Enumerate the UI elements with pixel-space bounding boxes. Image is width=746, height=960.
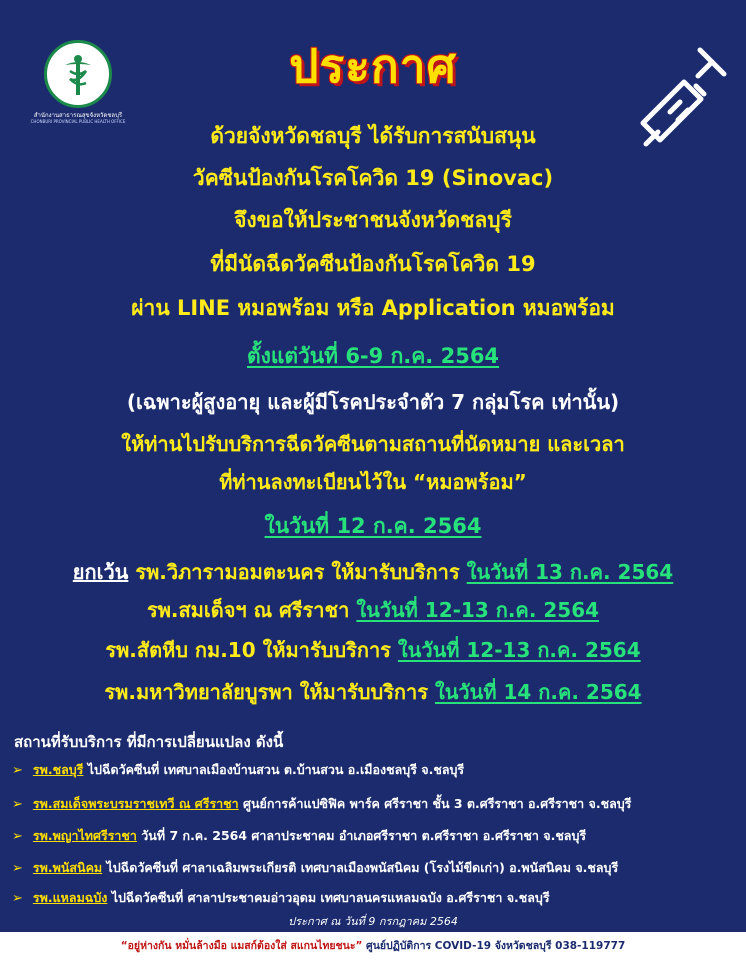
eligibility-line: (เฉพาะผู้สูงอายุ และผู้มีโรคประจำตัว 7 กลุ่มโรค เท่านั้น) [126, 390, 620, 414]
intro-line-3: จึงขอให้ประชาชนจังหวัดชลบุรี [234, 208, 512, 232]
exception-place-4: รพ.มหาวิทยาลัยบูรพา ให้มารับบริการ [104, 680, 429, 704]
location-place: รพ.พญาไทศรีราชา [32, 828, 137, 843]
list-item [12, 794, 738, 814]
location-place: รพ.สมเด็จพระบรมราชเทวี ณ ศรีราชา [32, 796, 239, 811]
footer-bar [0, 932, 746, 960]
intro-line-2: วัคซีนป้องกันโรคโควิด 19 (Sinovac) [192, 166, 554, 190]
arrow-icon: ➢ [12, 829, 23, 844]
footer-center: ศูนย์ปฏิบัติการ COVID-19 จังหวัดชลบุรี 038-119777 [362, 940, 626, 952]
location-detail: ไปฉีดวัคซีนที่ ศาลาเฉลิมพระเกียรติ เทศบาลเมืองพนัสนิคม (โรงไม้ขีดเก่า) อ.พนัสนิคม จ.ชลบุรี [102, 860, 619, 875]
exception-label: ยกเว้น [72, 560, 129, 584]
location-place: รพ.พนัสนิคม [32, 860, 103, 875]
location-place: รพ.แหลมฉบัง [32, 890, 108, 905]
service-date-line: ในวันที่ 12 ก.ค. 2564 [264, 514, 482, 538]
list-item [12, 858, 738, 878]
page-title: ประกาศ [289, 39, 457, 93]
logo-org-th: สำนักงานสาธารณสุขจังหวัดชลบุรี [33, 112, 123, 119]
exception-row-4 [0, 676, 746, 708]
exception-date-3: ในวันที่ 12-13 ก.ค. 2564 [397, 638, 641, 662]
date-range-line: ตั้งแต่วันที่ 6-9 ก.ค. 2564 [246, 344, 500, 368]
arrow-icon: ➢ [12, 797, 23, 812]
location-detail: วันที่ 7 ก.ค. 2564 ศาลาประชาคม อำเภอศรีราชา ต.ศรีราชา อ.ศรีราชา จ.ชลบุรี [136, 828, 587, 843]
exception-place-2: รพ.สมเด็จฯ ณ ศรีราชา [146, 598, 350, 622]
intro-line-1: ด้วยจังหวัดชลบุรี ได้รับการสนับสนุน [210, 124, 536, 148]
list-item [12, 888, 738, 908]
arrow-icon: ➢ [12, 763, 23, 778]
announcement-date: ประกาศ ณ วันที่ 9 กรกฎาคม 2564 [288, 915, 458, 928]
location-detail: ศูนย์การค้าแปซิฟิค พาร์ค ศรีราชา ชั้น 3 ต.ศรีราชา อ.ศรีราชา จ.ชลบุรี [238, 796, 632, 811]
exception-date-1: ในวันที่ 13 ก.ค. 2564 [466, 560, 674, 584]
exception-place-1: รพ.วิภารามอมตะนคร ให้มารับบริการ [135, 560, 460, 584]
intro-line-5: ผ่าน LINE หมอพร้อม หรือ Application หมอพร้อม [131, 296, 615, 320]
intro-line-9: ที่ท่านลงทะเบียนไว้ใน “หมอพร้อม” [219, 470, 527, 494]
locations-heading: สถานที่รับบริการ ที่มีการเปลี่ยนแปลง ดังนี้ [14, 733, 284, 751]
intro-line-8: ให้ท่านไปรับบริการฉีดวัคซีนตามสถานที่นัดหมาย และเวลา [121, 432, 625, 456]
location-place: รพ.ชลบุรี [32, 762, 84, 777]
location-detail: ไปฉีดวัคซีนที่ เทศบาลเมืองบ้านสวน ต.บ้านสวน อ.เมืองชลบุรี จ.ชลบุรี [83, 762, 465, 777]
list-item [12, 760, 738, 780]
footer-slogan: “อยู่ห่างกัน หมั่นล้างมือ แมสก์ต้องใส่ สแกนไทยชนะ” [120, 940, 363, 952]
exception-row-3 [0, 634, 746, 666]
location-detail: ไปฉีดวัคซีนที่ ศาลาประชาคมอ่าวอุดม เทศบาลนครแหลมฉบัง อ.ศรีราชา จ.ชลบุรี [107, 890, 550, 905]
exception-row-2 [0, 594, 746, 626]
intro-line-4: ที่มีนัดฉีดวัคซีนป้องกันโรคโควิด 19 [210, 252, 536, 276]
exception-row-1 [0, 556, 746, 588]
arrow-icon: ➢ [12, 891, 23, 906]
list-item [12, 826, 738, 846]
arrow-icon: ➢ [12, 861, 23, 876]
exception-date-2: ในวันที่ 12-13 ก.ค. 2564 [356, 598, 600, 622]
logo-org-en: CHONBURI PROVINCIAL PUBLIC HEALTH OFFICE [30, 119, 126, 124]
exception-date-4: ในวันที่ 14 ก.ค. 2564 [434, 680, 642, 704]
exception-place-3: รพ.สัตหีบ กม.10 ให้มารับบริการ [105, 638, 391, 662]
